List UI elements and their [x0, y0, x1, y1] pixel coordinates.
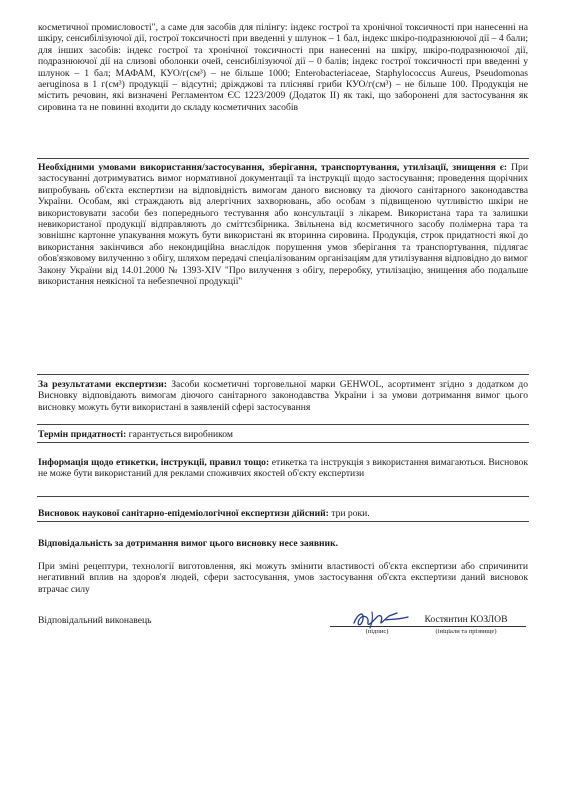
shelf-life-heading: Термін придатності: [38, 429, 127, 440]
paragraph-responsibility [38, 538, 528, 549]
paragraph-shelf-life [38, 429, 528, 440]
section-divider [37, 496, 529, 497]
expertise-results-text: Засоби косметичні торговельної марки GEHWOL, асортимент згідно з додатком до Висновку відповідають вимогам діючого санітарного законодавства України і за умови дотримання вимог цього висновку можуть бути використані в заявленій сфері застосування [38, 379, 528, 413]
signature-caption: (підпис) [365, 628, 389, 635]
validity-heading: Висновок наукової санітарно-епідеміологічної експертизи дійсний: [38, 508, 329, 519]
section-divider [37, 442, 529, 443]
usage-conditions-text: При застосуванні дотримуватись вимог нормативної документації та інструкції щодо застосування; проведення щорічних випробувань об'єкта експертизи на відповідність вимогам даного висновку та діючого санітарного законодавства України. Особам, які страждають від алергічних захворювань, або особам з підвищеною чутливістю шкіри не використовувати засоби без попереднього тестування або консультації з лікарем. Використана тара та залишки невикористаної продукції відправляють до сміттєзбірника. Звільнена від косметичного засобу полімерна тара та зовнішнє картонне упакування можуть бути використані як вторинна сировина. Продукція, строк придатності якої до використання закінчився або некондиційна внаслідок порушення умов зберігання та транспортування, підлягає обов'язковому вилученню з обігу, шляхом передачі спеціалізованим організаціям для утилізування відповідно до вимог Закону України від 14.01.2000 № 1393-XIV "Про вилучення з обігу, переробку, утилізацію, знищення або подальше використання неякісної та небезпечної продукції" [38, 162, 528, 288]
executor-name: Костянтин КОЗЛОВ [424, 614, 508, 625]
requirements-text: косметичної промисловості", а саме для засобів для пілінгу: індекс гострої та хронічної токсичності при нанесенні на шкіру, сенсибілізуючої дії, гострої токсичності при введенні у шлунок – 1 бал, індекс шкіро-подразнюючої дії – 4 бали; для інших засобів: індекс гострої та хронічної токсичності при нанесенні на шкіру, шкіро-подразнюючої дії, подразнюючої дії на слизові оболонки очей, сенсибілізуючої дії – 0 балів; індекс гострої токсичності при введенні у шлунок – 1 бал; МАФАМ, КУО/г(см³) – не більше 1000; Enterobacteriaceae, Staphylococcus Aureus, Pseudomonas aeruginosa в 1 г(см³) продукції – відсутні; дріжджові та пліснявí гриби КУО/г(см³) – не більше 100. Продукція не містить речовин, які визначені Регламентом ЄС 1223/2009 (Додаток ІІ) як такі, що заборонені для застосування як сировина та не повинні входити до складу косметичних засобів [38, 22, 528, 113]
paragraph-changes [38, 561, 528, 595]
name-caption: (ініціали та прізвище) [435, 628, 497, 635]
responsibility-heading: Відповідальність за дотримання вимог цього висновку несе заявник. [38, 538, 338, 549]
paragraph-label-info [38, 457, 528, 480]
section-divider [37, 424, 529, 425]
changes-text: При зміні рецептури, технології виготовлення, які можуть змінити властивості об'єкта експертизи або спричинити негативний вплив на здоров'я людей, сфери застосування, умов застосування об'єкта експертизи даний висновок втрачає силу [38, 561, 528, 595]
usage-conditions-heading: Необхідними умовами використання/застосування, зберігання, транспортування, утилізації, знищення є: [38, 162, 508, 173]
name-field [406, 613, 526, 639]
section-divider [37, 374, 529, 375]
shelf-life-text: гарантується виробником [126, 429, 233, 440]
name-line [406, 626, 526, 627]
label-info-text: етикетка та інструкція з використання вимагаються. Висновок не може бути використаний для реклами споживчих якостей об'єкту експертизи [38, 457, 528, 480]
paragraph-validity [38, 508, 528, 519]
responsible-executor-label: Відповідальний виконавець [38, 615, 152, 626]
paragraph-requirements-continued [38, 22, 528, 113]
section-divider [37, 158, 529, 159]
validity-text: три роки. [328, 508, 370, 519]
section-divider [37, 521, 529, 522]
paragraph-expertise-results [38, 379, 528, 413]
signature-block [38, 613, 528, 643]
paragraph-usage-conditions [38, 162, 528, 287]
expertise-results-heading: За результатами експертизи: [38, 379, 167, 390]
label-info-heading: Інформація щодо етикетки, інструкції, правил тощо: [38, 457, 270, 468]
